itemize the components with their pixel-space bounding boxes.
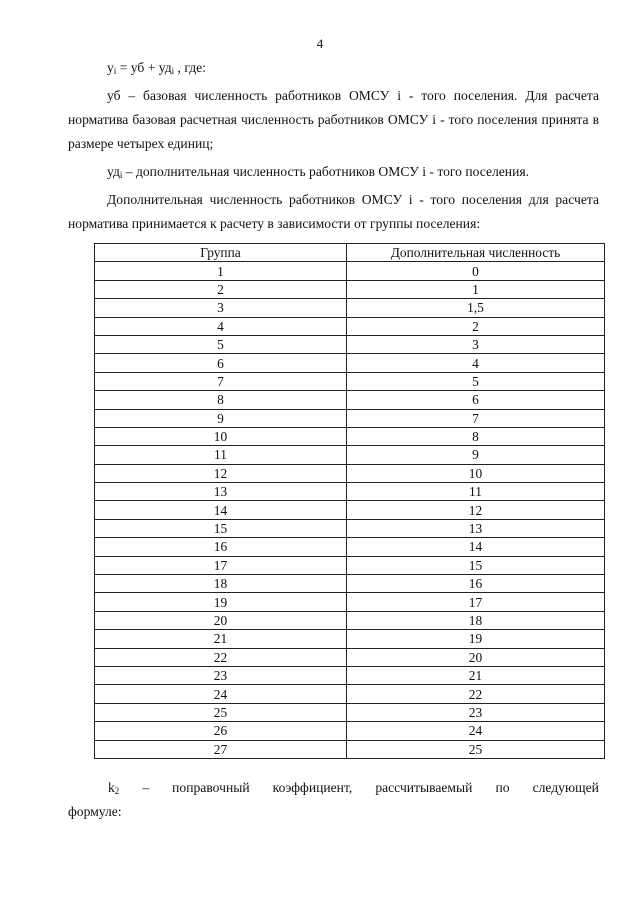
table-row xyxy=(95,648,605,666)
table-row xyxy=(95,372,605,390)
header-group: Группа xyxy=(95,244,347,262)
cell-group: 1 xyxy=(95,262,347,280)
cell-additional: 4 xyxy=(347,354,605,372)
k-sub: 2 xyxy=(114,786,120,796)
cell-additional: 8 xyxy=(347,427,605,445)
formula-line xyxy=(107,56,599,80)
table-row xyxy=(95,722,605,740)
cell-additional: 23 xyxy=(347,703,605,721)
coefficient-word: рассчитываемый xyxy=(375,780,473,795)
table-row xyxy=(95,262,605,280)
coefficient-word: коэффициент, xyxy=(272,780,353,795)
table-row xyxy=(95,299,605,317)
cell-group: 11 xyxy=(95,446,347,464)
cell-additional: 9 xyxy=(347,446,605,464)
cell-group: 26 xyxy=(95,722,347,740)
cell-group: 15 xyxy=(95,519,347,537)
formula-lhs: у xyxy=(107,60,114,75)
cell-additional: 18 xyxy=(347,611,605,629)
table-row xyxy=(95,335,605,353)
table-row xyxy=(95,703,605,721)
cell-additional: 16 xyxy=(347,575,605,593)
coefficient-line xyxy=(108,776,599,800)
cell-additional: 0 xyxy=(347,262,605,280)
cell-additional: 13 xyxy=(347,519,605,537)
cell-group: 5 xyxy=(95,335,347,353)
header-additional: Дополнительная численность xyxy=(347,244,605,262)
cell-group: 10 xyxy=(95,427,347,445)
cell-additional: 14 xyxy=(347,538,605,556)
cell-group: 27 xyxy=(95,740,347,758)
table-row xyxy=(95,446,605,464)
formula-lhs-sub: i xyxy=(113,66,117,76)
table-row xyxy=(95,611,605,629)
coefficient-symbol xyxy=(108,776,119,800)
page-number: 4 xyxy=(316,36,324,51)
cell-group: 14 xyxy=(95,501,347,519)
cell-additional: 7 xyxy=(347,409,605,427)
cell-additional: 21 xyxy=(347,666,605,684)
definition-base: уб – базовая численность работников ОМСУ i - того поселения. Для расчета норматива базовая расчетная численность работников ОМСУ i - того поселения принята в размере четырех единиц; xyxy=(68,88,599,151)
table-row xyxy=(95,317,605,335)
cell-additional: 17 xyxy=(347,593,605,611)
cell-group: 16 xyxy=(95,538,347,556)
coefficient-word: – xyxy=(142,780,150,795)
table-row xyxy=(95,464,605,482)
table-row xyxy=(95,354,605,372)
cell-group: 24 xyxy=(95,685,347,703)
table-row xyxy=(95,666,605,684)
cell-group: 21 xyxy=(95,630,347,648)
cell-group: 25 xyxy=(95,703,347,721)
additional-prefix: уд xyxy=(107,164,120,179)
cell-additional: 25 xyxy=(347,740,605,758)
table-row xyxy=(95,519,605,537)
cell-additional: 12 xyxy=(347,501,605,519)
table-row xyxy=(95,740,605,758)
cell-additional: 10 xyxy=(347,464,605,482)
definition-additional xyxy=(107,160,599,184)
cell-group: 9 xyxy=(95,409,347,427)
table-row xyxy=(95,593,605,611)
table-row xyxy=(95,483,605,501)
cell-group: 4 xyxy=(95,317,347,335)
formula-eq: = уб + уд xyxy=(116,60,172,75)
table-intro: Дополнительная численность работников ОМСУ i - того поселения для расчета норматива принимается к расчету в зависимости от группы поселения: xyxy=(68,192,599,231)
coefficient-word: по xyxy=(495,780,510,795)
cell-additional: 19 xyxy=(347,630,605,648)
cell-group: 6 xyxy=(95,354,347,372)
k-letter: k xyxy=(108,780,115,795)
formula-rhs-sub: i xyxy=(171,66,175,76)
table-row xyxy=(95,427,605,445)
cell-additional: 22 xyxy=(347,685,605,703)
cell-group: 7 xyxy=(95,372,347,390)
cell-additional: 6 xyxy=(347,391,605,409)
cell-additional: 1 xyxy=(347,280,605,298)
table-row xyxy=(95,538,605,556)
table-body xyxy=(95,262,605,759)
cell-additional: 11 xyxy=(347,483,605,501)
coefficient-line2: формуле: xyxy=(68,804,122,819)
table-header-row xyxy=(95,244,605,262)
cell-group: 19 xyxy=(95,593,347,611)
cell-group: 3 xyxy=(95,299,347,317)
table-row xyxy=(95,391,605,409)
cell-group: 22 xyxy=(95,648,347,666)
table-row xyxy=(95,630,605,648)
cell-group: 2 xyxy=(95,280,347,298)
coefficient-paragraph xyxy=(68,776,599,819)
group-table xyxy=(94,243,605,759)
additional-rest: – дополнительная численность работников ОМСУ i - того поселения. xyxy=(122,164,529,179)
additional-sub: i xyxy=(119,170,123,180)
table-row xyxy=(95,409,605,427)
cell-group: 13 xyxy=(95,483,347,501)
table-row xyxy=(95,280,605,298)
table-row xyxy=(95,556,605,574)
cell-group: 12 xyxy=(95,464,347,482)
cell-additional: 24 xyxy=(347,722,605,740)
cell-group: 20 xyxy=(95,611,347,629)
formula-tail: , где: xyxy=(174,60,206,75)
table-row xyxy=(95,501,605,519)
cell-additional: 5 xyxy=(347,372,605,390)
table-row xyxy=(95,575,605,593)
coefficient-word: поправочный xyxy=(172,780,250,795)
cell-additional: 3 xyxy=(347,335,605,353)
cell-group: 18 xyxy=(95,575,347,593)
coefficient-word: следующей xyxy=(532,780,599,795)
cell-additional: 1,5 xyxy=(347,299,605,317)
cell-additional: 2 xyxy=(347,317,605,335)
cell-additional: 20 xyxy=(347,648,605,666)
cell-additional: 15 xyxy=(347,556,605,574)
cell-group: 23 xyxy=(95,666,347,684)
table-row xyxy=(95,685,605,703)
cell-group: 8 xyxy=(95,391,347,409)
cell-group: 17 xyxy=(95,556,347,574)
